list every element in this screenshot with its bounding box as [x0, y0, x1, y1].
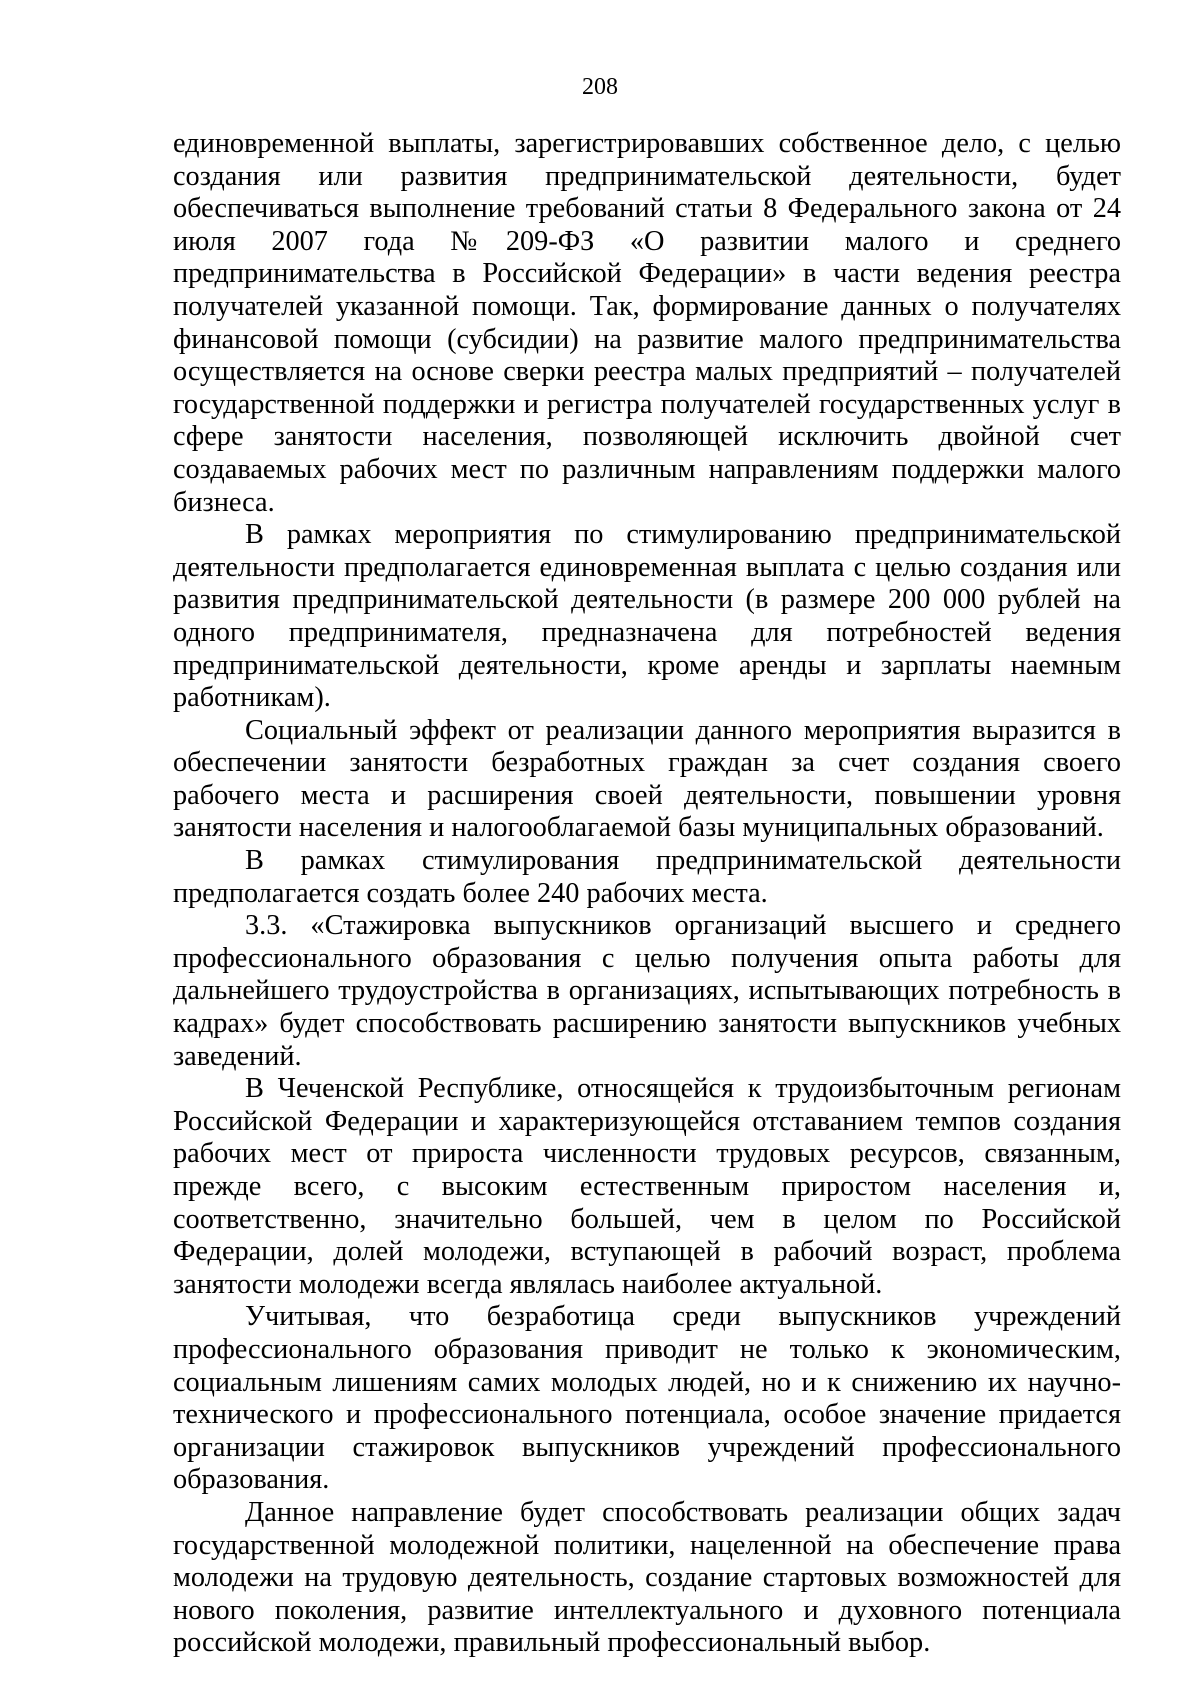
document-body: [173, 128, 1121, 1660]
paragraph-unemployment-graduates: Учитывая, что безработица среди выпускников учреждений профессионального образования приводит не только к экономическим, социальным лишениям самих молодых людей, но и к снижению их научно-технического и профессионального потенциала, особое значение придается организации стажировок выпускников учреждений профессионального образования.: [173, 1301, 1121, 1496]
paragraph-entrepreneur-payment: В рамках мероприятия по стимулированию предпринимательской деятельности предполагается единовременная выплата с целью создания или развития предпринимательской деятельности (в размере 200 000 рублей на одного предпринимателя, предназначена для потребностей ведения предпринимательской деятельности, кроме аренды и зарплаты наемным работникам).: [173, 519, 1121, 714]
paragraph-jobs-target: В рамках стимулирования предпринимательской деятельности предполагается создать более 240 рабочих места.: [173, 845, 1121, 909]
paragraph-youth-policy: Данное направление будет способствовать реализации общих задач государственной молодежной политики, нацеленной на обеспечение права молодежи на трудовую деятельность, создание стартовых возможностей для нового поколения, развитие интеллектуального и духовного потенциала российской молодежи, правильный профессиональный выбор.: [173, 1496, 1121, 1659]
paragraph-chechen-republic: В Чеченской Республике, относящейся к трудоизбыточным регионам Российской Федерации и характеризующейся отставанием темпов создания рабочих мест от прироста численности трудовых ресурсов, связанным, прежде всего, с высоким естественным приростом населения и, соответственно, значительно большей, чем в целом по Российской Федерации, долей молодежи, вступающей в рабочий возраст, проблема занятости молодежи всегда являлась наиболее актуальной.: [173, 1073, 1121, 1300]
page-number: 208: [582, 74, 618, 100]
paragraph-continuation: единовременной выплаты, зарегистрировавших собственное дело, с целью создания или развития предпринимательской деятельности, будет обеспечиваться выполнение требований статьи 8 Федерального закона от 24 июля 2007 года №209-ФЗ «О развитии малого и среднего предпринимательства в Российской Федерации» в части ведения реестра получателей указанной помощи. Так, формирование данных о получателях финансовой помощи (субсидии) на развитие малого предпринимательства осуществляется на основе сверки реестра малых предприятий – получателей государственной поддержки и регистра получателей государственных услуг в сфере занятости населения, позволяющей исключить двойной счет создаваемых рабочих мест по различным направлениям поддержки малого бизнеса.: [173, 128, 1121, 518]
paragraph-social-effect: Социальный эффект от реализации данного мероприятия выразится в обеспечении занятости безработных граждан за счет создания своего рабочего места и расширения своей деятельности, повышении уровня занятости населения и налогооблагаемой базы муниципальных образований.: [173, 714, 1121, 844]
paragraph-internship-program: 3.3. «Стажировка выпускников организаций высшего и среднего профессионального образования с целью получения опыта работы для дальнейшего трудоустройства в организациях, испытывающих потребность в кадрах» будет способствовать расширению занятости выпускников учебных заведений.: [173, 910, 1121, 1072]
